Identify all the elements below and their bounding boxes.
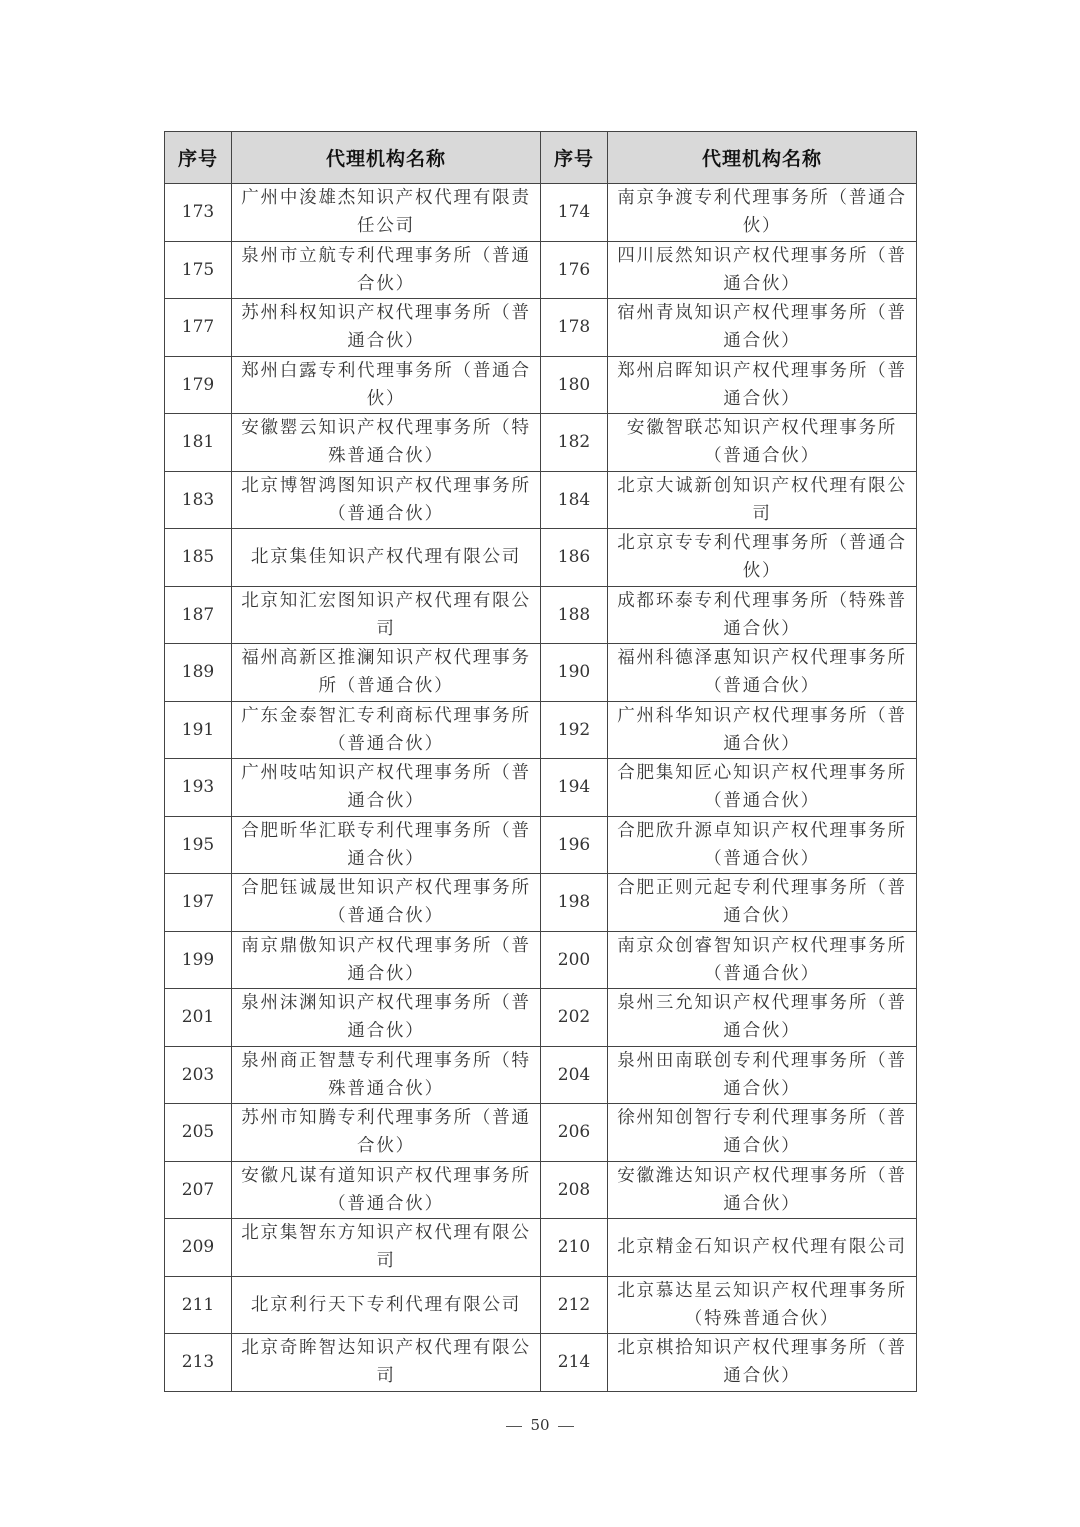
- table-row: [165, 471, 917, 529]
- table-row: [165, 1219, 917, 1277]
- agency-name-cell: 合肥集知匠心知识产权代理事务所（普通合伙）: [608, 759, 917, 817]
- agency-name-cell: 合肥欣升源卓知识产权代理事务所（普通合伙）: [608, 816, 917, 874]
- serial-number-cell: 208: [541, 1161, 608, 1219]
- serial-number-cell: 187: [165, 586, 232, 644]
- agency-name-cell: 福州科德泽惠知识产权代理事务所（普通合伙）: [608, 644, 917, 702]
- agency-table: [164, 131, 917, 1392]
- agency-name-cell: 北京知汇宏图知识产权代理有限公司: [232, 586, 541, 644]
- serial-number-cell: 202: [541, 989, 608, 1047]
- table-row: [165, 184, 917, 242]
- agency-name-cell: 宿州青岚知识产权代理事务所（普通合伙）: [608, 299, 917, 357]
- table-row: [165, 989, 917, 1047]
- serial-number-cell: 200: [541, 931, 608, 989]
- table-row: [165, 241, 917, 299]
- agency-name-cell: 安徽智联芯知识产权代理事务所（普通合伙）: [608, 414, 917, 472]
- agency-name-cell: 北京精金石知识产权代理有限公司: [608, 1219, 917, 1277]
- serial-number-cell: 214: [541, 1334, 608, 1392]
- table-row: [165, 874, 917, 932]
- serial-number-cell: 180: [541, 356, 608, 414]
- serial-number-cell: 203: [165, 1046, 232, 1104]
- serial-number-cell: 191: [165, 701, 232, 759]
- page-footer: [0, 1416, 1080, 1434]
- agency-name-cell: 广州科华知识产权代理事务所（普通合伙）: [608, 701, 917, 759]
- agency-name-cell: 泉州市立航专利代理事务所（普通合伙）: [232, 241, 541, 299]
- agency-name-cell: 泉州商正智慧专利代理事务所（特殊普通合伙）: [232, 1046, 541, 1104]
- agency-name-cell: 泉州田南联创专利代理事务所（普通合伙）: [608, 1046, 917, 1104]
- table-row: [165, 529, 917, 587]
- header-serial-2: 序号: [541, 132, 608, 184]
- agency-name-cell: 南京众创睿智知识产权代理事务所（普通合伙）: [608, 931, 917, 989]
- table-row: [165, 586, 917, 644]
- serial-number-cell: 195: [165, 816, 232, 874]
- agency-name-cell: 郑州白露专利代理事务所（普通合伙）: [232, 356, 541, 414]
- agency-name-cell: 安徽罂云知识产权代理事务所（特殊普通合伙）: [232, 414, 541, 472]
- agency-name-cell: 苏州科权知识产权代理事务所（普通合伙）: [232, 299, 541, 357]
- serial-number-cell: 188: [541, 586, 608, 644]
- agency-name-cell: 苏州市知腾专利代理事务所（普通合伙）: [232, 1104, 541, 1162]
- table-header-row: [165, 132, 917, 184]
- serial-number-cell: 192: [541, 701, 608, 759]
- agency-name-cell: 北京博智鸿图知识产权代理事务所（普通合伙）: [232, 471, 541, 529]
- agency-name-cell: 北京慕达星云知识产权代理事务所（特殊普通合伙）: [608, 1276, 917, 1334]
- serial-number-cell: 205: [165, 1104, 232, 1162]
- footer-dash-right: [558, 1426, 574, 1427]
- header-serial-1: 序号: [165, 132, 232, 184]
- header-agency-name-2: 代理机构名称: [608, 132, 917, 184]
- serial-number-cell: 204: [541, 1046, 608, 1104]
- agency-name-cell: 南京争渡专利代理事务所（普通合伙）: [608, 184, 917, 242]
- agency-name-cell: 安徽凡谋有道知识产权代理事务所（普通合伙）: [232, 1161, 541, 1219]
- agency-name-cell: 四川辰然知识产权代理事务所（普通合伙）: [608, 241, 917, 299]
- agency-name-cell: 泉州沫渊知识产权代理事务所（普通合伙）: [232, 989, 541, 1047]
- serial-number-cell: 179: [165, 356, 232, 414]
- agency-name-cell: 泉州三允知识产权代理事务所（普通合伙）: [608, 989, 917, 1047]
- serial-number-cell: 212: [541, 1276, 608, 1334]
- agency-name-cell: 广州吱咕知识产权代理事务所（普通合伙）: [232, 759, 541, 817]
- agency-name-cell: 广州中浚雄杰知识产权代理有限责任公司: [232, 184, 541, 242]
- footer-dash-left: [506, 1426, 522, 1427]
- agency-name-cell: 南京鼎傲知识产权代理事务所（普通合伙）: [232, 931, 541, 989]
- agency-name-cell: 郑州启晖知识产权代理事务所（普通合伙）: [608, 356, 917, 414]
- table-row: [165, 644, 917, 702]
- table-row: [165, 1104, 917, 1162]
- serial-number-cell: 177: [165, 299, 232, 357]
- serial-number-cell: 210: [541, 1219, 608, 1277]
- agency-name-cell: 合肥正则元起专利代理事务所（普通合伙）: [608, 874, 917, 932]
- agency-name-cell: 徐州知创智行专利代理事务所（普通合伙）: [608, 1104, 917, 1162]
- serial-number-cell: 196: [541, 816, 608, 874]
- serial-number-cell: 182: [541, 414, 608, 472]
- serial-number-cell: 189: [165, 644, 232, 702]
- serial-number-cell: 176: [541, 241, 608, 299]
- agency-name-cell: 北京奇眸智达知识产权代理有限公司: [232, 1334, 541, 1392]
- serial-number-cell: 207: [165, 1161, 232, 1219]
- serial-number-cell: 183: [165, 471, 232, 529]
- agency-name-cell: 北京利行天下专利代理有限公司: [232, 1276, 541, 1334]
- table-row: [165, 1161, 917, 1219]
- serial-number-cell: 178: [541, 299, 608, 357]
- table-row: [165, 1334, 917, 1392]
- serial-number-cell: 199: [165, 931, 232, 989]
- agency-name-cell: 成都环泰专利代理事务所（特殊普通合伙）: [608, 586, 917, 644]
- table-row: [165, 1046, 917, 1104]
- agency-name-cell: 福州高新区推澜知识产权代理事务所（普通合伙）: [232, 644, 541, 702]
- header-agency-name-1: 代理机构名称: [232, 132, 541, 184]
- serial-number-cell: 181: [165, 414, 232, 472]
- table-row: [165, 759, 917, 817]
- serial-number-cell: 174: [541, 184, 608, 242]
- table-row: [165, 414, 917, 472]
- table-row: [165, 931, 917, 989]
- agency-name-cell: 合肥昕华汇联专利代理事务所（普通合伙）: [232, 816, 541, 874]
- serial-number-cell: 186: [541, 529, 608, 587]
- table-row: [165, 816, 917, 874]
- agency-name-cell: 合肥钰诚晟世知识产权代理事务所（普通合伙）: [232, 874, 541, 932]
- serial-number-cell: 198: [541, 874, 608, 932]
- page-number: 50: [530, 1416, 550, 1434]
- serial-number-cell: 173: [165, 184, 232, 242]
- agency-name-cell: 北京棋拾知识产权代理事务所（普通合伙）: [608, 1334, 917, 1392]
- agency-name-cell: 北京集智东方知识产权代理有限公司: [232, 1219, 541, 1277]
- agency-name-cell: 广东金泰智汇专利商标代理事务所（普通合伙）: [232, 701, 541, 759]
- serial-number-cell: 211: [165, 1276, 232, 1334]
- table-row: [165, 701, 917, 759]
- agency-name-cell: 北京大诚新创知识产权代理有限公司: [608, 471, 917, 529]
- serial-number-cell: 209: [165, 1219, 232, 1277]
- serial-number-cell: 193: [165, 759, 232, 817]
- serial-number-cell: 175: [165, 241, 232, 299]
- serial-number-cell: 194: [541, 759, 608, 817]
- table-row: [165, 1276, 917, 1334]
- serial-number-cell: 184: [541, 471, 608, 529]
- serial-number-cell: 190: [541, 644, 608, 702]
- serial-number-cell: 197: [165, 874, 232, 932]
- agency-name-cell: 安徽潍达知识产权代理事务所（普通合伙）: [608, 1161, 917, 1219]
- serial-number-cell: 213: [165, 1334, 232, 1392]
- serial-number-cell: 201: [165, 989, 232, 1047]
- agency-name-cell: 北京集佳知识产权代理有限公司: [232, 529, 541, 587]
- serial-number-cell: 206: [541, 1104, 608, 1162]
- table-row: [165, 356, 917, 414]
- table-row: [165, 299, 917, 357]
- serial-number-cell: 185: [165, 529, 232, 587]
- agency-name-cell: 北京京专专利代理事务所（普通合伙）: [608, 529, 917, 587]
